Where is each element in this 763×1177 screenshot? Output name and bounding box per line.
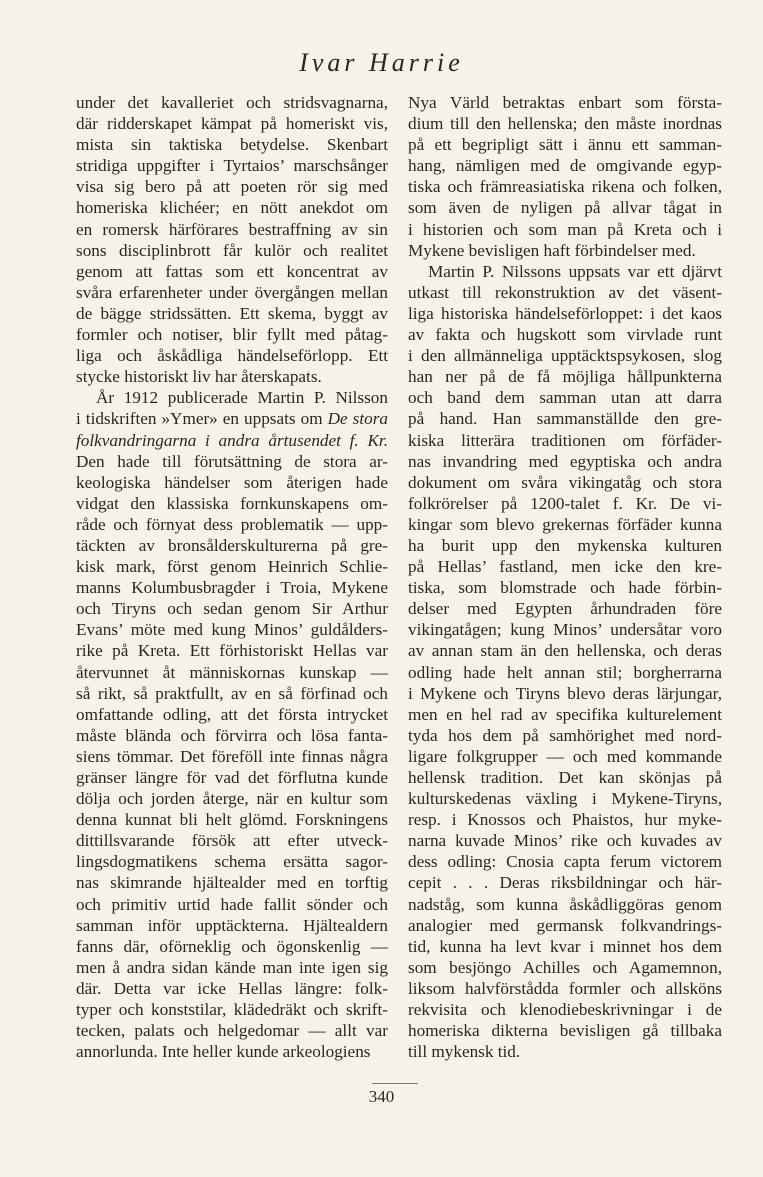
text-line: narna kuvade Minos’ rike och kuvades av: [408, 831, 722, 851]
text-line: liksom halvförstådda formler och allsköns: [408, 978, 722, 998]
text-line: på ett begripligt sätt i ännu ett samman-: [408, 135, 722, 155]
text-line: men å andra sidan kände man inte igen sig: [76, 957, 388, 977]
text-line: lingsdogmatikens schema ersätta sagor-: [76, 852, 388, 872]
text-line: och band dem samman utan att darra: [408, 388, 722, 408]
text-line: återvunnet åt människornas kunskap —: [76, 662, 388, 682]
text-line: homeriska dikterna bevisligen gå tillbaka: [408, 1021, 722, 1041]
text-line: sons disciplinbrott får kulör och realitet: [76, 240, 388, 260]
text-line: nas invandring med egyptiska och andra: [408, 451, 722, 471]
text-line: dokument om svåra vikingatåg och stora: [408, 472, 722, 492]
text-line: på Hellas’ fastland, men icke den kre-: [408, 557, 722, 577]
title-italic: folkvandringarna i andra årtusendet f. Kr.: [76, 430, 388, 450]
text-line: hellensk tradition. Det kan skönjas på: [408, 768, 722, 787]
left-column: [76, 92, 388, 1062]
text-line: kiska litterära traditionen om förfäder-: [408, 430, 722, 450]
text-line: kisk mark, först genom Heinrich Schlie-: [76, 557, 388, 577]
text-line: odling hade helt annan stil; borgherrarna: [408, 662, 722, 682]
text-line: resp. i Knossos och Phaistos, hur myke-: [408, 810, 722, 830]
text-line: formler och notiser, blir fyllt med påtag-: [76, 325, 388, 345]
text-line: dess odling: Cnosia capta ferum victorem: [408, 852, 722, 872]
text-line: rekvisita och klenodiebeskrivningar i de: [408, 1000, 722, 1020]
text-line: i Mykene och Tiryns blevo deras lärjungar,: [408, 683, 722, 703]
text-line: tyda hos dem på samhörighet med nord-: [408, 725, 722, 745]
text-line: gränser längre för vad det förflutna kunde: [76, 768, 388, 787]
text-line: Martin P. Nilssons uppsats var ett djärvt: [428, 261, 722, 281]
text-line: hang, nämligen med de omgivande egyp-: [408, 156, 722, 176]
text-line: nas skimrande hjältealder med en torftig: [76, 873, 388, 893]
text-line: År 1912 publicerade Martin P. Nilsson: [96, 388, 388, 408]
text-line: cepit . . . Deras riksbildningar och här-: [408, 873, 722, 893]
text-line: i den allmänneliga upptäcktspsykosen, slog: [408, 346, 722, 366]
text-line: typer och konststilar, klädedräkt och skrift-: [76, 1000, 388, 1020]
text-line: mista sin taktiska betydelse. Skenbart: [76, 135, 388, 155]
text-line: tecken, palats och helgedomar — allt var: [76, 1021, 388, 1041]
text-line: dittillsvarande försök att efter utveck-: [76, 831, 388, 851]
text-line: siens tömmar. Det föreföll inte finnas några: [76, 746, 388, 766]
text-line: ligare folkgrupper — och med kommande: [408, 746, 722, 766]
text-line: råde och förnyat dess problematik — upp-: [76, 514, 388, 534]
text-line: där ridderskapet kämpat på homeriskt vis,: [76, 114, 388, 134]
text-line: denna kunnat bli helt glömd. Forskningens: [76, 810, 388, 830]
text-line: en romersk härförares bestraffning av sin: [76, 219, 388, 239]
text-line: liga historiska händelseförloppet: i det kaos: [408, 303, 722, 323]
text-line: utkast till rekonstruktion av det väsent-: [408, 282, 722, 302]
text-line: på hand. Han sammanställde den gre-: [408, 409, 722, 429]
text-line: dölja och jorden återge, när en kultur som: [76, 789, 388, 809]
text-line: delser med Egypten århundraden före: [408, 599, 722, 619]
text-line: och primitiv urtid hade fallit sönder och: [76, 894, 388, 914]
text-line: vikingatågen; kung Minos’ undersåtar voro: [408, 620, 722, 640]
text-line: samman inför upptäckterna. Hjältealdern: [76, 915, 388, 935]
text-line: homeriska klichéer; en nött anekdot om: [76, 198, 388, 218]
text-line: stridiga uppgifter i Tyrtaios’ marschsånger: [76, 156, 388, 176]
text-line: till mykensk tid.: [408, 1042, 521, 1062]
text-line: Mykene bevisligen haft förbindelser med.: [408, 240, 696, 260]
running-header: Ivar Harrie: [299, 48, 464, 77]
text-line: kulturskedenas växling i Mykene-Tiryns,: [408, 789, 722, 809]
text-line: stycke historiskt liv har återskapats.: [76, 367, 322, 387]
text-line: ha burit upp den mykenska kulturen: [408, 535, 722, 555]
text-line: nadståg, som kunna åskådliggöras genom: [408, 894, 722, 914]
text-line: liga och åskådliga händelseförlopp. Ett: [76, 346, 388, 366]
text-line: omfattande odling, att det första intrycket: [76, 704, 388, 724]
text-line: folkrörelser på 1200-talet f. Kr. De vi-: [408, 493, 722, 513]
text-line: tiska och främreasiatiska rikena och folken,: [408, 177, 722, 197]
text-line: genom att fattas som ett koncentrat av: [76, 261, 388, 281]
text-line: Nya Värld betraktas enbart som förstа-: [408, 93, 722, 112]
text-line: av annan stam än den hellenska, och deras: [408, 641, 722, 661]
title-italic: De stora: [327, 409, 388, 429]
text-line: rike på Kreta. Ett förhistoriskt Hellas var: [76, 641, 388, 661]
text-line: kingar som blevo grekernas förfäder kunna: [408, 514, 722, 534]
text-line: där. Detta var icke Hellas längre: folk-: [76, 978, 388, 998]
text-line: i historien och som man på Kreta och i: [408, 219, 722, 239]
text-line: måste blända och förvirra och lösa fanta-: [76, 725, 388, 745]
text-line: täckten av bronsålderskulturerna på gre-: [76, 535, 388, 555]
text-line: Den hade till förutsättning de stora ar-: [76, 451, 388, 471]
text-line: fanns där, oförneklig och ögonskenlig —: [76, 936, 388, 956]
text-line: och Tiryns och sedan genom Sir Arthur: [76, 599, 388, 619]
page-number: 340: [368, 1087, 395, 1106]
text-line: tid, kunna ha levt kvar i minnet hos dem: [408, 936, 722, 956]
text-line: så rikt, så praktfullt, av en så förfinad och: [76, 683, 388, 703]
text-line: i tidskriften »Ymer» en uppsats om De stora: [76, 409, 388, 429]
text-line: under det kavalleriet och stridsvagnarna,: [76, 93, 388, 112]
text-line: visa sig bero på att poeten rör sig med: [76, 177, 388, 197]
text-line: keologiska händelser som återigen hade: [76, 472, 388, 492]
text-line: av fakta och hugskott som virvlade runt: [408, 325, 722, 345]
text-line: som även de nyligen på allvar tågat in: [408, 198, 722, 218]
text-line: han ner på de få möjliga hållpunkterna: [408, 367, 722, 387]
text-line: manns Kolumbusbragder i Troia, Mykene: [76, 578, 388, 598]
footer-rule: [372, 1083, 418, 1084]
text-line: analogier med germansk folkvandrings-: [408, 915, 722, 935]
text-line: dium till den hellenska; den måste inordnas: [408, 114, 722, 134]
text-line: vidgat den klassiska fornkunskapens om-: [76, 493, 388, 513]
text-line: Evans’ möte med kung Minos’ guldålders-: [76, 620, 388, 640]
right-column: [408, 92, 722, 1062]
text-line: svåra erfarenheter under övergången mellan: [76, 282, 388, 302]
text-line: men en hel rad av specifika kulturelement: [408, 704, 722, 724]
text-line: [76, 430, 388, 451]
text-line: de bägge stridssätten. Ett skema, byggt av: [76, 303, 388, 323]
text-line: som besjöngo Achilles och Agamemnon,: [408, 957, 722, 977]
text-line: annorlunda. Inte heller kunde arkeologiens: [76, 1042, 371, 1062]
text-line: tiska, som blomstrade och hade förbin-: [408, 578, 722, 598]
